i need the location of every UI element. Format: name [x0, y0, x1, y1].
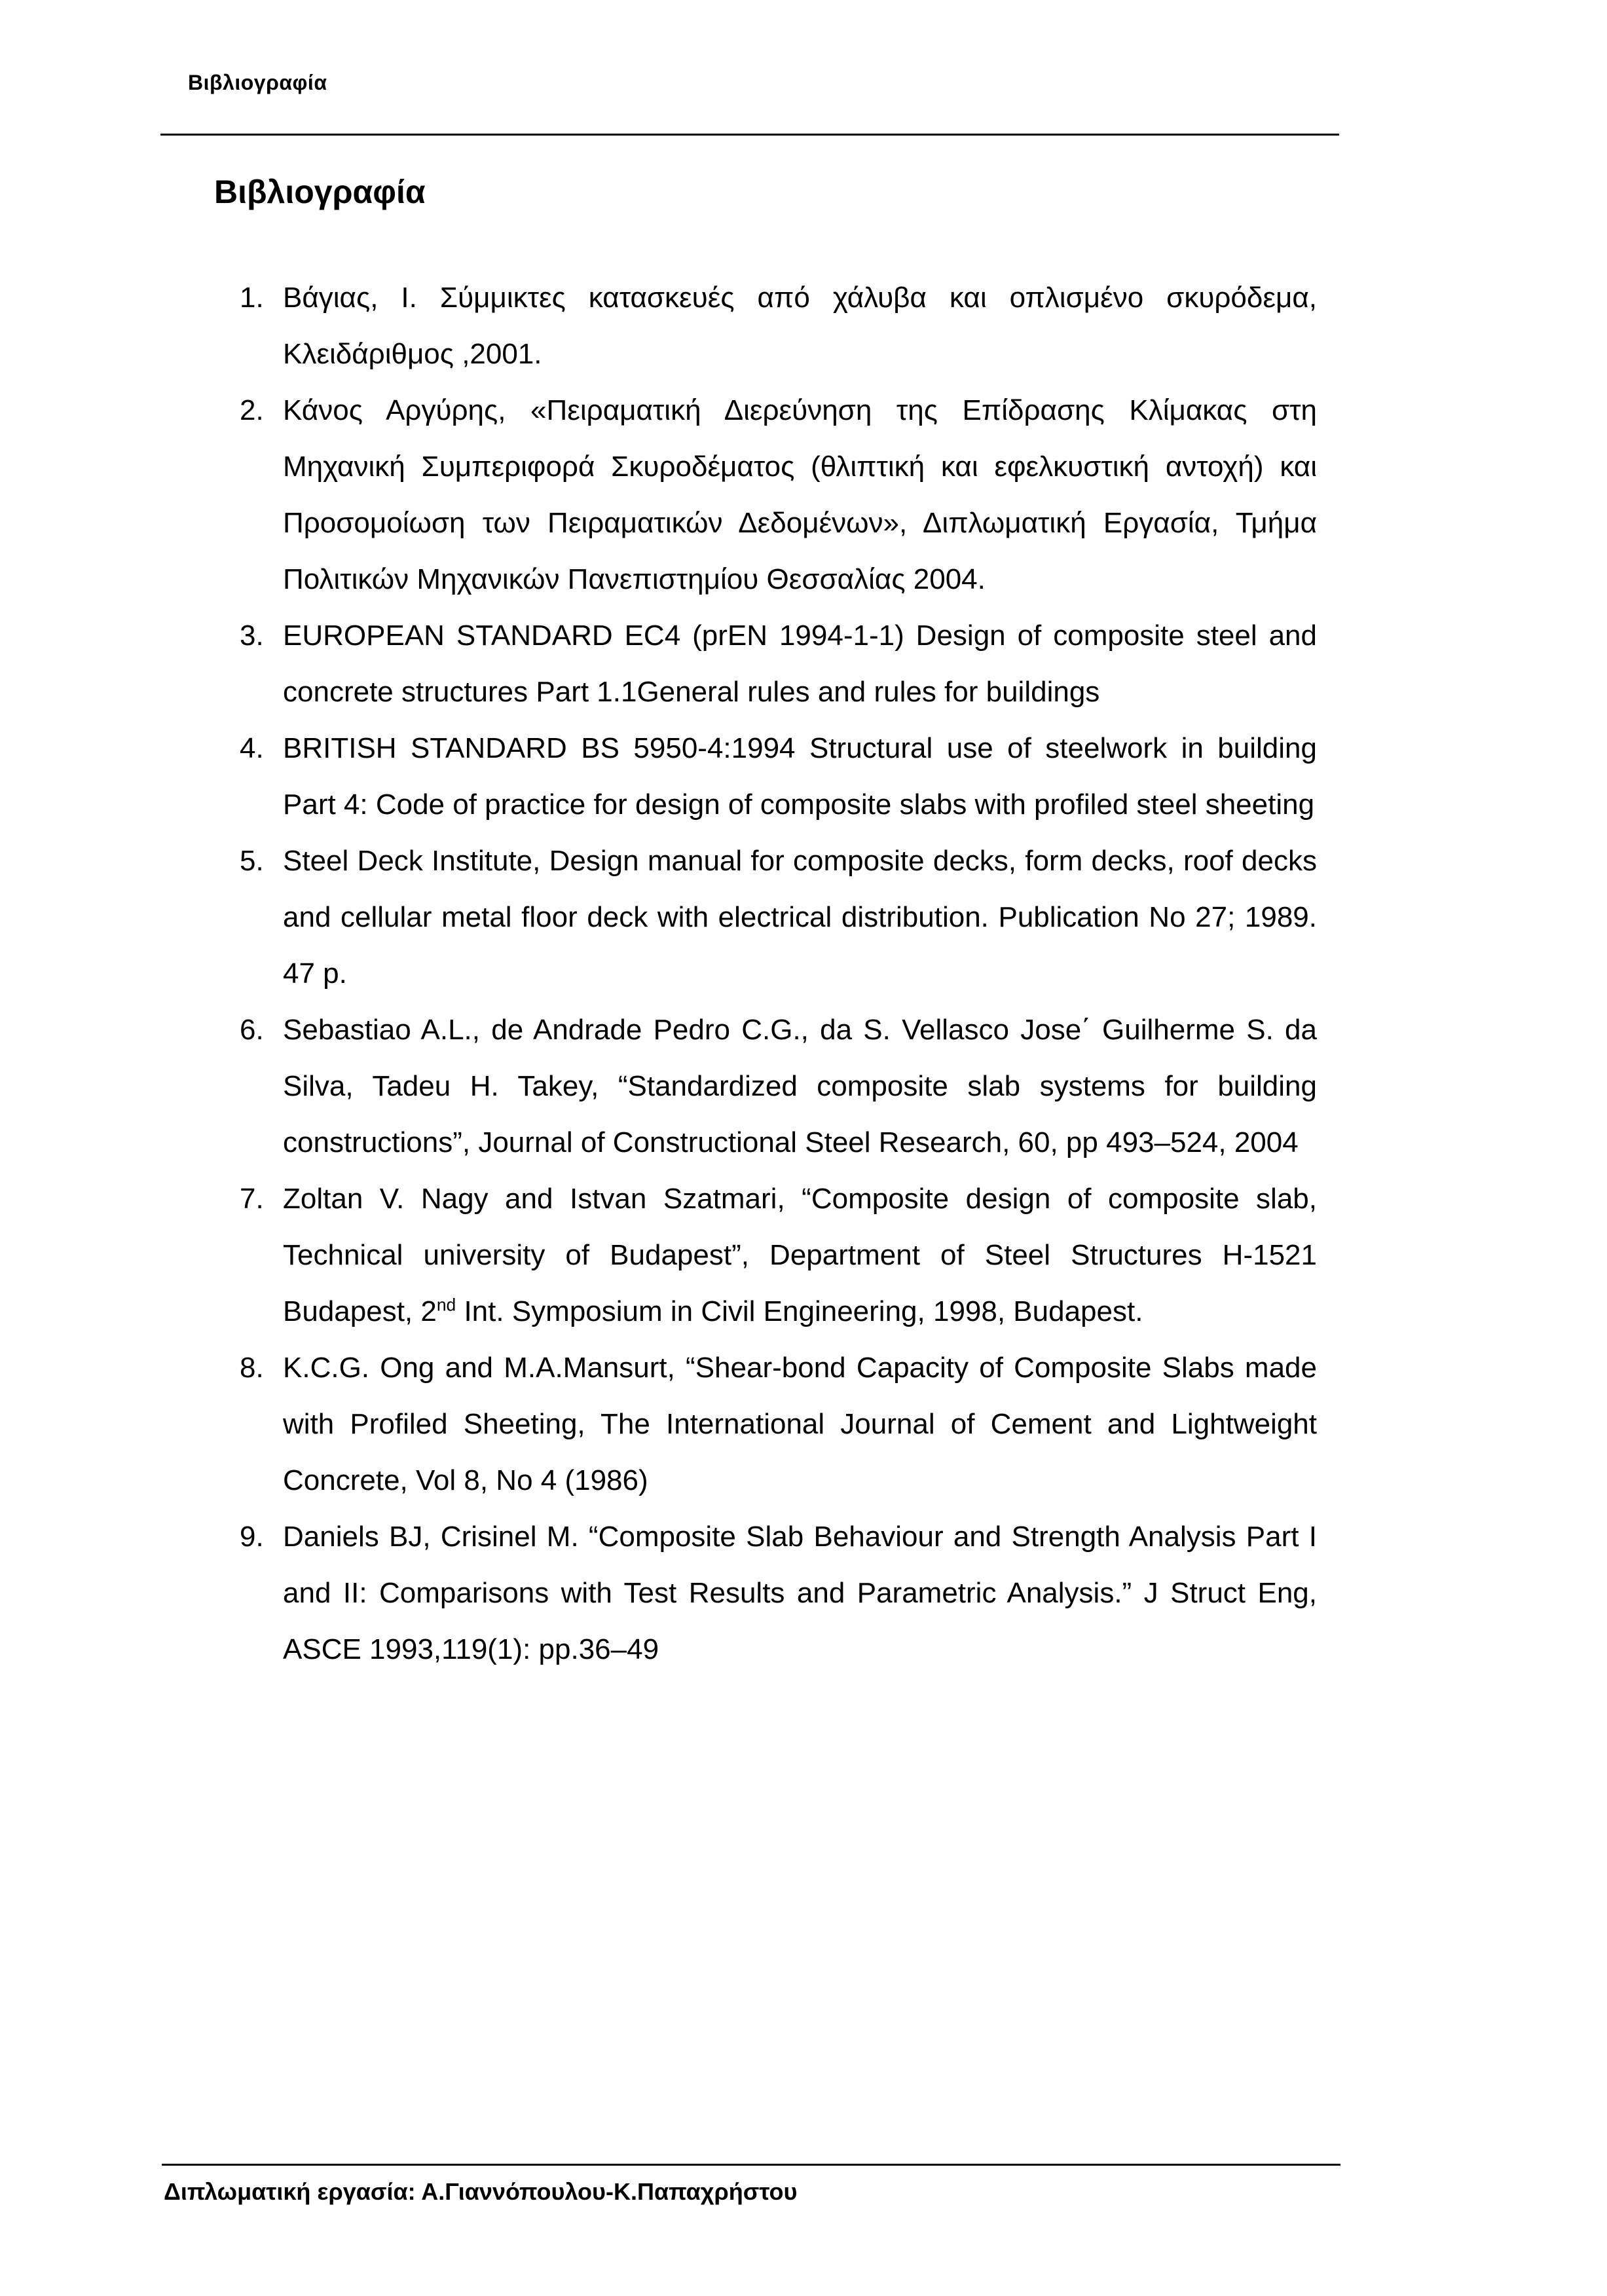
reference-item-9 — [240, 1509, 1317, 1678]
reference-text: BRITISH STANDARD BS 5950-4:1994 Structural use of steelwork in building Part 4: Code of practice for design of composite slabs with profiled steel sheeting — [283, 732, 1317, 821]
reference-text: Κάνος Αργύρης, «Πειραματική Διερεύνηση της Επίδρασης Κλίμακας στη Μηχανική Συμπεριφορά Σκυροδέματος (θλιπτική και εφελκυστική αντοχή) και Προσομοίωση των Πειραματικών Δεδομένων», Διπλωματική Εργασία, Τμήμα Πολιτικών Μηχανικών Πανεπιστημίου Θεσσαλίας 2004. — [283, 394, 1317, 595]
reference-number: 3. — [240, 620, 264, 652]
reference-item-7 — [240, 1171, 1317, 1340]
reference-text-part: Zoltan V. Nagy and Istvan Szatmari, “Composite design of composite slab, Technical university of Budapest”, Department of Steel Structures H-1521 Budapest, 2 — [283, 1183, 1317, 1327]
reference-text: Sebastiao A.L., de Andrade Pedro C.G., da S. Vellasco Jose΄ Guilherme S. da Silva, Tadeu H. Takey, “Standardized composite slab systems for building constructions”, Journal of Constructional Steel Research, 60, pp 493–524, 2004 — [283, 1014, 1317, 1158]
reference-text — [283, 1171, 1317, 1340]
reference-item-4 — [240, 720, 1317, 833]
reference-number: 6. — [240, 1014, 264, 1046]
reference-number: 2. — [240, 394, 264, 426]
running-header: Βιβλιογραφία — [188, 71, 327, 94]
reference-number: 1. — [240, 282, 264, 314]
reference-text: K.C.G. Ong and M.A.Mansurt, “Shear-bond Capacity of Composite Slabs made with Profiled Sheeting, The International Journal of Cement and Lightweight Concrete, Vol 8, No 4 (1986) — [283, 1352, 1317, 1496]
reference-item-8 — [240, 1340, 1317, 1509]
reference-item-6 — [240, 1002, 1317, 1171]
reference-list — [240, 270, 1317, 1678]
page-footer: Διπλωματική εργασία: Α.Γιαννόπουλου-Κ.Παπαχρήστου — [164, 2178, 798, 2205]
reference-text: Steel Deck Institute, Design manual for composite decks, form decks, roof decks and cellular metal floor deck with electrical distribution. Publication No 27; 1989. 47 p. — [283, 845, 1317, 990]
reference-text-part: Int. Symposium in Civil Engineering, 1998, Budapest. — [456, 1295, 1143, 1327]
reference-item-1 — [240, 270, 1317, 382]
ordinal-superscript: nd — [436, 1295, 456, 1315]
reference-number: 7. — [240, 1183, 264, 1215]
reference-item-3 — [240, 608, 1317, 720]
reference-text: Βάγιας, Ι. Σύμμικτες κατασκευές από χάλυβα και οπλισμένο σκυρόδεμα, Κλειδάριθμος ,2001. — [283, 282, 1317, 370]
reference-text: Daniels BJ, Crisinel M. “Composite Slab Behaviour and Strength Analysis Part I and II: Comparisons with Test Results and Parametric Analysis.” J Struct Eng, ASCE 1993,119(1): pp.36–49 — [283, 1521, 1317, 1665]
section-heading: Βιβλιογραφία — [214, 174, 426, 210]
reference-number: 9. — [240, 1521, 264, 1553]
reference-item-2 — [240, 382, 1317, 608]
header-rule — [160, 134, 1339, 136]
reference-number: 5. — [240, 845, 264, 877]
footer-rule — [162, 2164, 1340, 2166]
reference-text: EUROPEAN STANDARD EC4 (prEN 1994-1-1) Design of composite steel and concrete structures Part 1.1General rules and rules for buildings — [283, 620, 1317, 708]
reference-number: 4. — [240, 732, 264, 764]
reference-number: 8. — [240, 1352, 264, 1384]
reference-item-5 — [240, 833, 1317, 1002]
